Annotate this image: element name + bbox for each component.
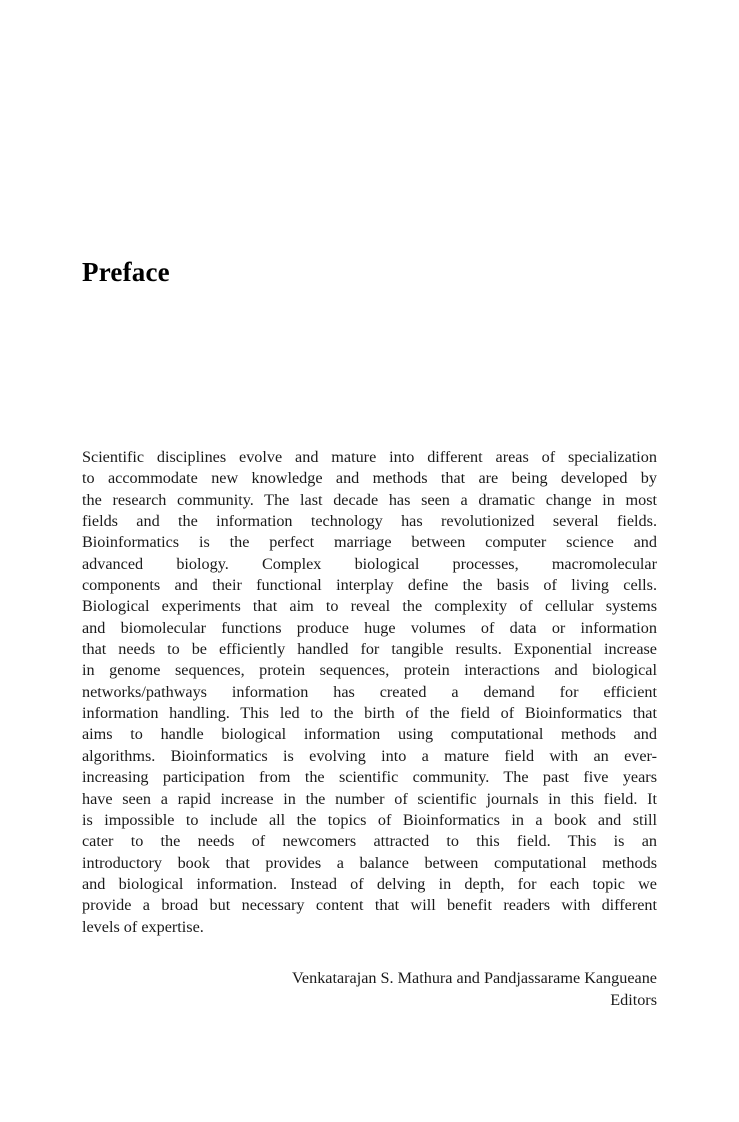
preface-line: and biological information. Instead of delving in depth, for each topic we (82, 874, 657, 893)
signature-block (82, 968, 657, 1011)
preface-body-text (82, 447, 657, 938)
preface-line: the research community. The last decade has seen a dramatic change in most (82, 490, 657, 509)
preface-line: advanced biology. Complex biological processes, macromolecular (82, 554, 657, 573)
preface-line: provide a broad but necessary content that will benefit readers with different (82, 896, 657, 915)
signature-authors: Venkatarajan S. Mathura and Pandjassarame Kangueane (292, 969, 657, 987)
signature-role: Editors (610, 990, 657, 1009)
preface-line: increasing participation from the scientific community. The past five years (82, 768, 657, 787)
preface-line: cater to the needs of newcomers attracted to this field. This is an (82, 832, 657, 851)
preface-line: algorithms. Bioinformatics is evolving into a mature field with an ever- (82, 746, 657, 765)
preface-line: to accommodate new knowledge and methods that are being developed by (82, 469, 657, 488)
preface-line: that needs to be efficiently handled for tangible results. Exponential increase (82, 640, 657, 659)
preface-line: components and their functional interplay define the basis of living cells. (82, 576, 657, 595)
preface-line: introductory book that provides a balance between computational methods (82, 853, 657, 872)
preface-line: information handling. This led to the birth of the field of Bioinformatics that (82, 704, 657, 723)
preface-line: Bioinformatics is the perfect marriage between computer science and (82, 533, 657, 552)
preface-line: Scientific disciplines evolve and mature into different areas of specialization (82, 448, 657, 466)
preface-line: fields and the information technology has revolutionized several fields. (82, 512, 657, 531)
preface-line: aims to handle biological information using computational methods and (82, 725, 657, 744)
page-title: Preface (82, 257, 170, 288)
preface-line: levels of expertise. (82, 917, 204, 936)
preface-line: is impossible to include all the topics of Bioinformatics in a book and still (82, 810, 657, 829)
preface-line: Biological experiments that aim to reveal the complexity of cellular systems (82, 597, 657, 616)
preface-line: and biomolecular functions produce huge volumes of data or information (82, 618, 657, 637)
preface-line: networks/pathways information has created a demand for efficient (82, 682, 657, 701)
preface-line: in genome sequences, protein sequences, protein interactions and biological (82, 661, 657, 680)
preface-line: have seen a rapid increase in the number of scientific journals in this field. It (82, 789, 657, 808)
